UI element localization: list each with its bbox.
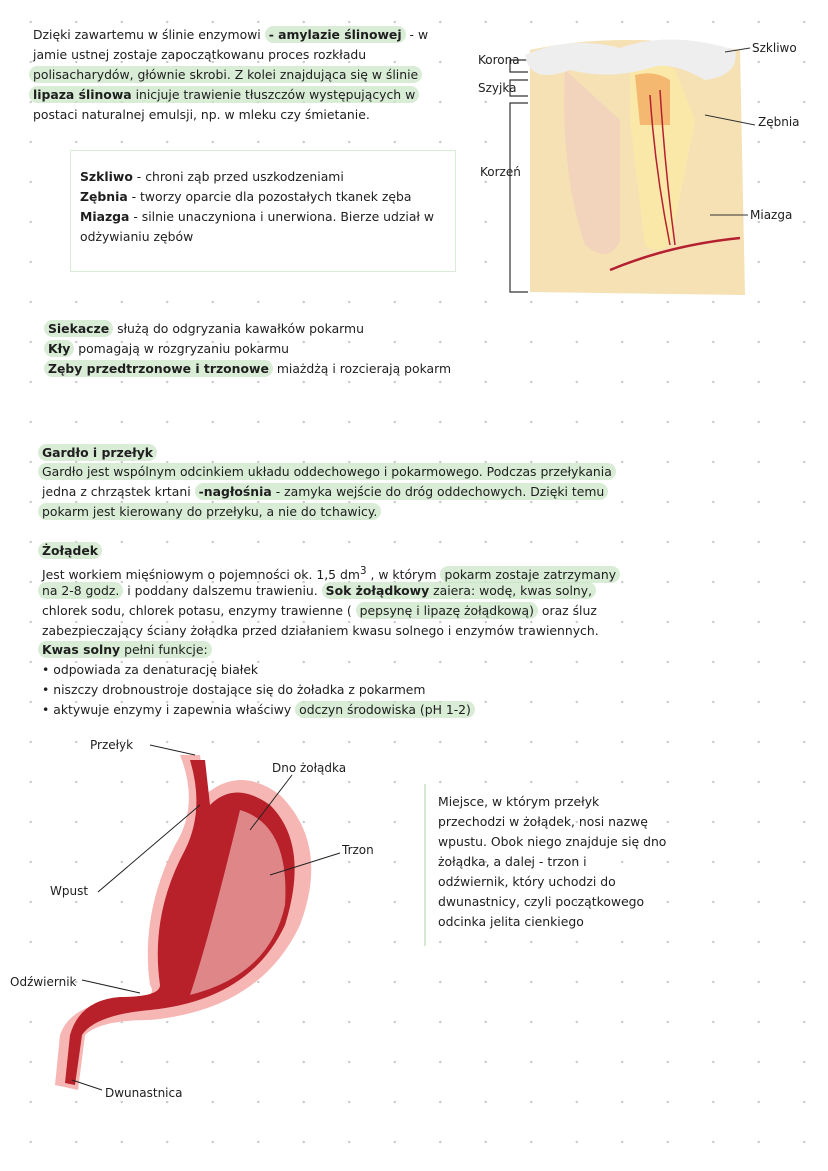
label-szkliwo: Szkliwo xyxy=(752,41,797,55)
intro-line: jamie ustnej zostaje zapoczątkowanu proces rozkładu xyxy=(33,47,367,62)
side-note-line: odźwiernik, który uchodzi do xyxy=(438,874,616,889)
stomach-line: na 2-8 godz. i poddany dalszemu trawieniu. Sok żołądkowy zaiera: wodę, kwas solny, xyxy=(38,581,596,601)
stomach-line: zabezpieczający ściany żołądka przed działaniem kwasu solnego i enzymów trawiennych. xyxy=(42,623,599,638)
tissue-item: Szkliwo - chroni ząb przed uszkodzeniami xyxy=(80,169,344,184)
label-miazga: Miazga xyxy=(750,208,793,222)
side-note-divider xyxy=(424,784,426,946)
label-korzen: Korzeń xyxy=(480,165,521,179)
intro-line: Dzięki zawartemu w ślinie enzymowi - amylazie ślinowej - w xyxy=(33,27,429,42)
bullet: • odpowiada za denaturację białek xyxy=(42,662,259,677)
side-note-line: Miejsce, w którym przełyk xyxy=(438,794,600,809)
tissue-item: odżywianiu zębów xyxy=(80,229,194,244)
bullet: • aktywuje enzymy i zapewnia właściwy odczyn środowiska (pH 1-2) xyxy=(42,700,475,720)
intro-line: lipaza ślinowa inicjuje trawienie tłuszczów występujących w xyxy=(29,85,419,105)
label-przelyk: Przełyk xyxy=(90,738,134,752)
label-odzwiernik: Odźwiernik xyxy=(10,975,77,989)
side-note-line: dwunastnicy, czyli początkowego xyxy=(438,894,645,909)
throat-line: jedna z chrząstek krtani -nagłośnia - zamyka wejście do dróg oddechowych. Dzięki temu xyxy=(42,482,608,502)
label-korona: Korona xyxy=(478,53,520,67)
intro-line: postaci naturalnej emulsji, np. w mleku czy śmietanie. xyxy=(33,107,370,122)
bullet: • niszczy drobnoustroje dostające się do żoładka z pokarmem xyxy=(42,682,426,697)
label-dno: Dno żołądka xyxy=(272,761,347,775)
side-note-line: żołądka, a dalej - trzon i xyxy=(438,854,587,869)
stomach-heading: Żołądek xyxy=(38,541,102,561)
throat-line: Gardło jest wspólnym odcinkiem układu oddechowego i pokarmowego. Podczas przełykania xyxy=(38,462,616,482)
side-note-line: wpustu. Obok niego znajduje się dno xyxy=(438,834,667,849)
tissue-item: Miazga - silnie unaczyniona i unerwiona. Bierze udział w xyxy=(80,209,435,224)
label-dwunastnica: Dwunastnica xyxy=(105,1086,183,1100)
acid-line: Kwas solny pełni funkcje: xyxy=(38,640,212,660)
stomach-diagram xyxy=(0,735,420,1115)
tooth-diagram xyxy=(470,30,820,300)
intro-line: polisacharydów, głównie skrobi. Z kolei znajdująca się w ślinie xyxy=(29,65,422,85)
teeth-type: Kły pomagają w rozgryzaniu pokarmu xyxy=(44,339,289,359)
stomach-line: chlorek sodu, chlorek potasu, enzymy trawienne ( pepsynę i lipazę żołądkową) oraz śluz xyxy=(42,603,597,618)
tissue-item: Zębnia - tworzy oparcie dla pozostałych tkanek zęba xyxy=(80,189,412,204)
throat-line: pokarm jest kierowany do przełyku, a nie do tchawicy. xyxy=(38,502,381,522)
label-zebnia: Zębnia xyxy=(758,115,800,129)
stomach-line: Jest workiem mięśniowym o pojemności ok. 1,5 $dm^3$ , w którym pokarm zostaje zatrzymany xyxy=(42,561,620,585)
throat-heading: Gardło i przełyk xyxy=(38,443,157,463)
side-note-line: przechodzi w żołądek, nosi nazwę xyxy=(438,814,648,829)
label-szyjka: Szyjka xyxy=(478,81,517,95)
side-note-line: odcinka jelita cienkiego xyxy=(438,914,584,929)
teeth-type: Zęby przedtrzonowe i trzonowe miażdżą i rozcierają pokarm xyxy=(44,359,451,379)
label-wpust: Wpust xyxy=(50,884,89,898)
teeth-type: Siekacze służą do odgryzania kawałków pokarmu xyxy=(44,319,364,339)
label-trzon: Trzon xyxy=(342,843,374,857)
